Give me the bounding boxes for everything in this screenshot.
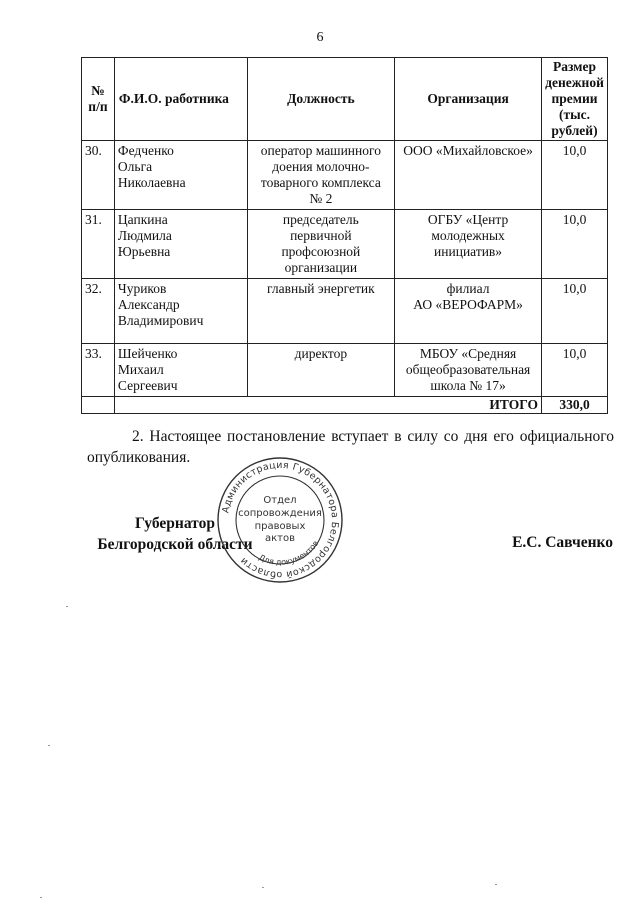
row-number: 30.: [82, 141, 115, 210]
awards-table: [81, 57, 608, 414]
scan-speck: [66, 606, 68, 607]
effective-date-paragraph: 2. Настоящее постановление вступает в силу со дня его официального опубликования.: [87, 428, 614, 466]
svg-text:правовых: правовых: [254, 521, 306, 532]
header-name: Ф.И.О. работника: [114, 58, 247, 141]
row-number: 32.: [82, 279, 115, 344]
employee-position: директор: [247, 344, 395, 397]
total-label: ИТОГО: [114, 397, 541, 414]
table-row: [82, 279, 608, 344]
employee-organization: ООО «Михайловское»: [395, 141, 542, 210]
employee-name: Шейченко Михаил Сергеевич: [114, 344, 247, 397]
row-number: 31.: [82, 210, 115, 279]
scan-speck: [40, 897, 42, 898]
award-amount: 10,0: [542, 344, 608, 397]
row-number: 33.: [82, 344, 115, 397]
employee-name: Федченко Ольга Николаевна: [114, 141, 247, 210]
official-stamp-icon: [215, 455, 345, 585]
employee-position: председатель первичной профсоюзной организации: [247, 210, 395, 279]
svg-text:сопровождения: сопровождения: [238, 508, 322, 519]
employee-position: главный энергетик: [247, 279, 395, 344]
award-amount: 10,0: [542, 210, 608, 279]
total-row: [82, 397, 608, 414]
award-amount: 10,0: [542, 141, 608, 210]
table-row: [82, 344, 608, 397]
page-number: 6: [316, 30, 324, 45]
scan-speck: [495, 884, 497, 885]
header-amount: Размер денежной премии (тыс. рублей): [542, 58, 608, 141]
employee-position: оператор машинного доения молочно- товарного комплекса № 2: [247, 141, 395, 210]
governor-title: Губернатор Белгородской области: [97, 515, 253, 553]
governor-name: Е.С. Савченко: [512, 534, 613, 551]
table-row: [82, 141, 608, 210]
header-position: Должность: [247, 58, 395, 141]
employee-name: Чуриков Александр Владимирович: [114, 279, 247, 344]
total-empty-cell: [82, 397, 115, 414]
employee-organization: ОГБУ «Центр молодежных инициатив»: [395, 210, 542, 279]
svg-text:Отдел: Отдел: [263, 495, 297, 506]
employee-organization: МБОУ «Средняя общеобразовательная школа № 17»: [395, 344, 542, 397]
svg-text:актов: актов: [264, 533, 296, 544]
award-amount: 10,0: [542, 279, 608, 344]
header-num: № п/п: [82, 58, 115, 141]
header-organization: Организация: [395, 58, 542, 141]
employee-name: Цапкина Людмила Юрьевна: [114, 210, 247, 279]
svg-text:Для документов: Для документов: [257, 538, 321, 567]
total-value: 330,0: [542, 397, 608, 414]
scan-speck: [48, 745, 50, 746]
scan-speck: [262, 887, 264, 888]
table-row: [82, 210, 608, 279]
svg-text:Администрация Губернатора Белг: Администрация Губернатора Белгородской области: [220, 459, 341, 581]
table-header-row: [82, 58, 608, 141]
employee-organization: филиал АО «ВЕРОФАРМ»: [395, 279, 542, 344]
